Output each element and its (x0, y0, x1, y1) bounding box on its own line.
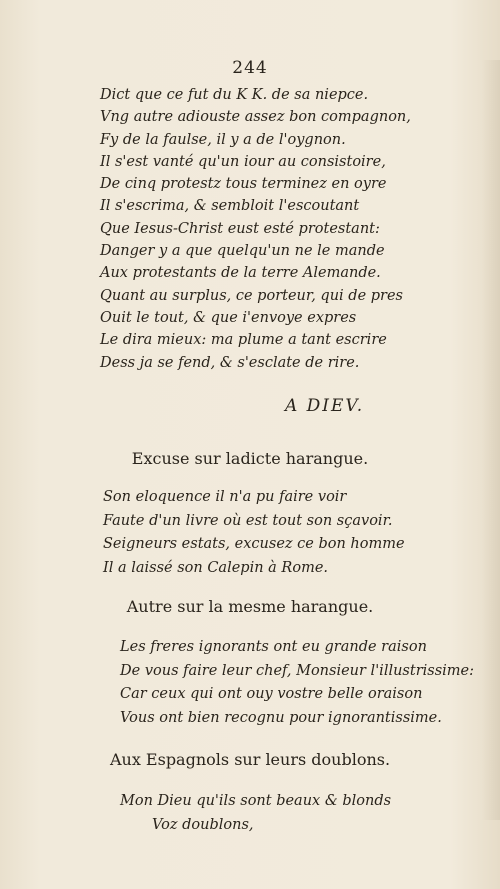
poem-line: De cinq protestz tous terminez en oyre (100, 176, 387, 193)
page-number: 244 (232, 58, 268, 78)
poem-line: Le dira mieux: ma plume a tant escrire (100, 332, 387, 349)
verse-line: Son eloquence il n'a pu faire voir (103, 489, 347, 505)
poem-line: Que Iesus-Christ eust esté protestant: (100, 220, 380, 237)
verse-espagnols (120, 790, 391, 837)
verse-line: Car ceux qui ont ouy vostre belle oraison (120, 686, 423, 702)
poem-line: Dict que ce fut du K K. de sa niepce. (100, 87, 369, 103)
poem-line: Quant au surplus, ce porteur, qui de pres (100, 287, 403, 304)
poem-line: Ouit le tout, & que i'envoye expres (100, 309, 357, 326)
verse-line: Il a laissé son Calepin à Rome. (103, 559, 329, 576)
poem-body (100, 84, 460, 374)
poem-line: Danger y a que quelqu'un ne le mande (100, 243, 385, 260)
verse-line: Voz doublons, (152, 816, 254, 833)
page-edge-shadow (482, 60, 500, 820)
verse-autre (120, 636, 474, 730)
poem-line: Il s'est vanté qu'un iour au consistoire, (100, 153, 386, 170)
verse-line: Les freres ignorants ont eu grande raison (120, 639, 427, 655)
poem-line: Fy de la faulse, il y a de l'oygnon. (100, 131, 346, 148)
section-heading-espagnols: Aux Espagnols sur leurs doublons. (109, 750, 391, 769)
section-heading-autre: Autre sur la mesme harangue. (126, 597, 374, 616)
verse-line: De vous faire leur chef, Monsieur l'illustrissime: (120, 662, 475, 679)
verse-line: Vous ont bien recognu pour ignorantissime. (120, 709, 442, 726)
verse-line: Seigneurs estats, excusez ce bon homme (103, 536, 405, 552)
verse-line: Faute d'un livre où est tout son sçavoir. (103, 512, 393, 529)
verse-excuse (103, 486, 405, 580)
adieu-closing: A DIEV. (285, 396, 365, 416)
poem-line: Il s'escrima, & sembloit l'escoutant (100, 198, 360, 215)
verse-line: Mon Dieu qu'ils sont beaux & blonds (120, 793, 392, 809)
poem-line: Aux protestants de la terre Alemande. (100, 265, 381, 282)
section-heading-excuse: Excuse sur ladicte harangue. (131, 449, 369, 468)
poem-line: Vng autre adiouste assez bon compagnon, (100, 109, 411, 126)
poem-line: Dess ja se fend, & s'esclate de rire. (100, 354, 360, 371)
